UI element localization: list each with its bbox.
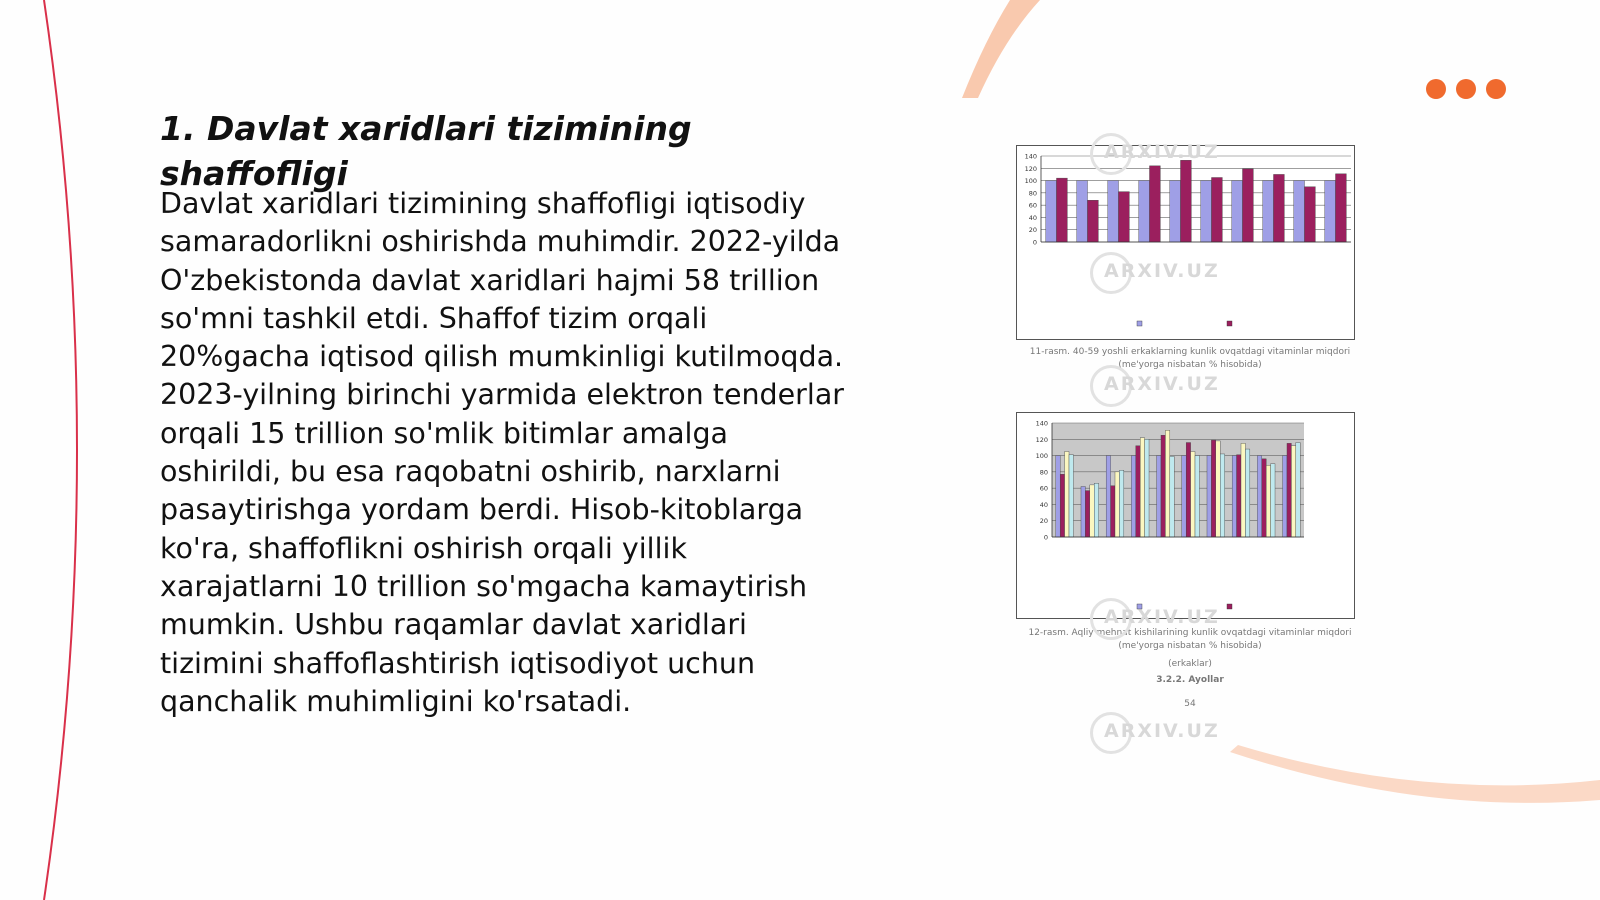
- bottom-accent-arc: [1230, 745, 1600, 803]
- chart-bar: [1211, 440, 1215, 537]
- chart-bar: [1182, 456, 1186, 537]
- y-tick-label: 60: [1028, 201, 1037, 210]
- y-tick-label: 60: [1039, 484, 1048, 493]
- chart-bar: [1119, 470, 1123, 537]
- chart-bar: [1241, 443, 1245, 537]
- chart-bar: [1115, 472, 1119, 537]
- chart-bar: [1170, 456, 1174, 537]
- top-accent-arc: [962, 0, 1040, 98]
- chart-bar: [1191, 452, 1195, 538]
- chart-bar: [1266, 465, 1270, 537]
- slide-title: 1. Davlat xaridlari tizimining shaffofligi: [160, 109, 692, 193]
- page-number: 54: [1184, 699, 1196, 709]
- chart-bar: [1237, 455, 1241, 537]
- chart-bar: [1136, 446, 1140, 537]
- watermark: ARXIV.UZ: [1104, 720, 1220, 742]
- y-tick-label: 120: [1035, 435, 1048, 444]
- watermark: ARXIV.UZ: [1104, 606, 1220, 628]
- chart-bar: [1245, 449, 1249, 537]
- chart-bar: [1106, 456, 1110, 537]
- chart-bar: [1119, 192, 1130, 242]
- chart-bar: [1325, 181, 1336, 242]
- chart-bar: [1201, 181, 1212, 242]
- chart-bar: [1108, 181, 1119, 242]
- y-tick-label: 100: [1024, 177, 1037, 186]
- y-tick-label: 140: [1035, 419, 1048, 428]
- y-tick-label: 40: [1039, 500, 1048, 509]
- chart-bar: [1274, 174, 1285, 242]
- chart-bar: [1220, 454, 1224, 537]
- chart-bar: [1207, 456, 1211, 537]
- chart-bar: [1069, 455, 1073, 537]
- chart-bar: [1216, 441, 1220, 537]
- chart-bar: [1186, 443, 1190, 537]
- menu-dots: [1426, 79, 1506, 99]
- chart-2-caption: 12-rasm. Aqliy mehnat kishilarining kunlik ovqatdagi vitaminlar miqdori (me'yorga nisbatan % hisobida): [1028, 628, 1352, 651]
- legend-swatch: [1227, 604, 1232, 609]
- y-tick-label: 120: [1024, 164, 1037, 173]
- chart-bar: [1077, 181, 1088, 242]
- y-tick-label: 100: [1035, 452, 1048, 461]
- dot-icon: [1456, 79, 1476, 99]
- watermark: ARXIV.UZ: [1104, 260, 1220, 282]
- chart-bar: [1145, 439, 1149, 537]
- y-tick-label: 20: [1039, 517, 1048, 526]
- chart-bar: [1111, 486, 1115, 537]
- chart-bar: [1081, 487, 1085, 537]
- y-tick-label: 80: [1039, 468, 1048, 477]
- legend-swatch: [1137, 321, 1142, 326]
- chart-2: [1016, 412, 1355, 619]
- y-tick-label: 0: [1043, 533, 1048, 542]
- chart-bar: [1291, 446, 1295, 537]
- chart-bar: [1181, 160, 1192, 242]
- chart-bar: [1283, 456, 1287, 537]
- chart-bar: [1294, 181, 1305, 242]
- y-tick-label: 80: [1028, 189, 1037, 198]
- chart-bar: [1150, 166, 1161, 242]
- chart-bar: [1157, 456, 1161, 537]
- y-tick-label: 140: [1024, 152, 1037, 161]
- chart-bar: [1094, 483, 1098, 537]
- left-border-curve: [44, 0, 77, 900]
- chart-bar: [1287, 443, 1291, 537]
- dot-icon: [1426, 79, 1446, 99]
- chart-bar: [1131, 456, 1135, 537]
- chart-bar: [1056, 456, 1060, 537]
- chart-1: [1016, 145, 1355, 340]
- chart-bar: [1195, 456, 1199, 537]
- chart-2-subcaption: (erkaklar): [1168, 659, 1212, 669]
- chart-bar: [1243, 169, 1254, 242]
- slide-paragraph: Davlat xaridlari tizimining shaffofligi iqtisodiy samaradorlikni oshirishda muhimdir. 2022-yilda O'zbekistonda davlat xaridlari hajmi 58 trillion so'mni tashkil etdi. Shaffof tizim orqali 20%gacha iqtisod qilish mumkinligi kutilmoqda. 2023-yilning birinchi yarmida elektron tenderlar orqali 15 trillion so'mlik bitimlar amalga oshirildi, bu esa raqobatni oshirib, narxlarni pasaytirishga yordam berdi. Hisob-kitoblarga ko'ra, shaffoflikni oshirish orqali yillik xarajatlarni 10 trillion so'mgacha kamaytirish mumkin. Ushbu raqamlar davlat xaridlari tizimini shaffoflashtirish iqtisodiyot uchun qanchalik muhimligini ko'rsatadi.: [160, 187, 844, 718]
- chart-bar: [1165, 430, 1169, 537]
- chart-bar: [1088, 200, 1099, 242]
- chart-bar: [1305, 187, 1316, 242]
- chart-bar: [1212, 178, 1223, 243]
- chart-2-svg: [1017, 413, 1354, 618]
- chart-bar: [1170, 181, 1181, 242]
- chart-bar: [1336, 174, 1347, 242]
- chart-bar: [1057, 178, 1068, 242]
- y-tick-label: 40: [1028, 213, 1037, 222]
- chart-bar: [1232, 181, 1243, 242]
- chart-bar: [1257, 456, 1261, 537]
- chart-bar: [1090, 485, 1094, 537]
- chart-bar: [1140, 438, 1144, 537]
- chart-bar: [1085, 491, 1089, 537]
- chart-1-caption: 11-rasm. 40-59 yoshli erkaklarning kunlik ovqatdagi vitaminlar miqdori (me'yorga nisbatan % hisobida): [1029, 347, 1351, 370]
- chart-bar: [1263, 181, 1274, 242]
- dot-icon: [1486, 79, 1506, 99]
- chart-bar: [1296, 443, 1300, 537]
- chart-bar: [1161, 435, 1165, 537]
- y-tick-label: 20: [1028, 226, 1037, 235]
- watermark: ARXIV.UZ: [1104, 141, 1220, 163]
- chart-bar: [1046, 181, 1057, 242]
- watermark: ARXIV.UZ: [1104, 373, 1220, 395]
- y-tick-label: 0: [1032, 238, 1037, 247]
- chart-bar: [1060, 474, 1064, 537]
- chart-1-svg: [1017, 146, 1354, 339]
- chart-bar: [1271, 464, 1275, 537]
- legend-swatch: [1227, 321, 1232, 326]
- chart-bar: [1262, 459, 1266, 537]
- chart-bar: [1139, 181, 1150, 242]
- section-heading: 3.2.2. Ayollar: [1156, 675, 1224, 685]
- chart-bar: [1232, 456, 1236, 537]
- chart-bar: [1065, 452, 1069, 538]
